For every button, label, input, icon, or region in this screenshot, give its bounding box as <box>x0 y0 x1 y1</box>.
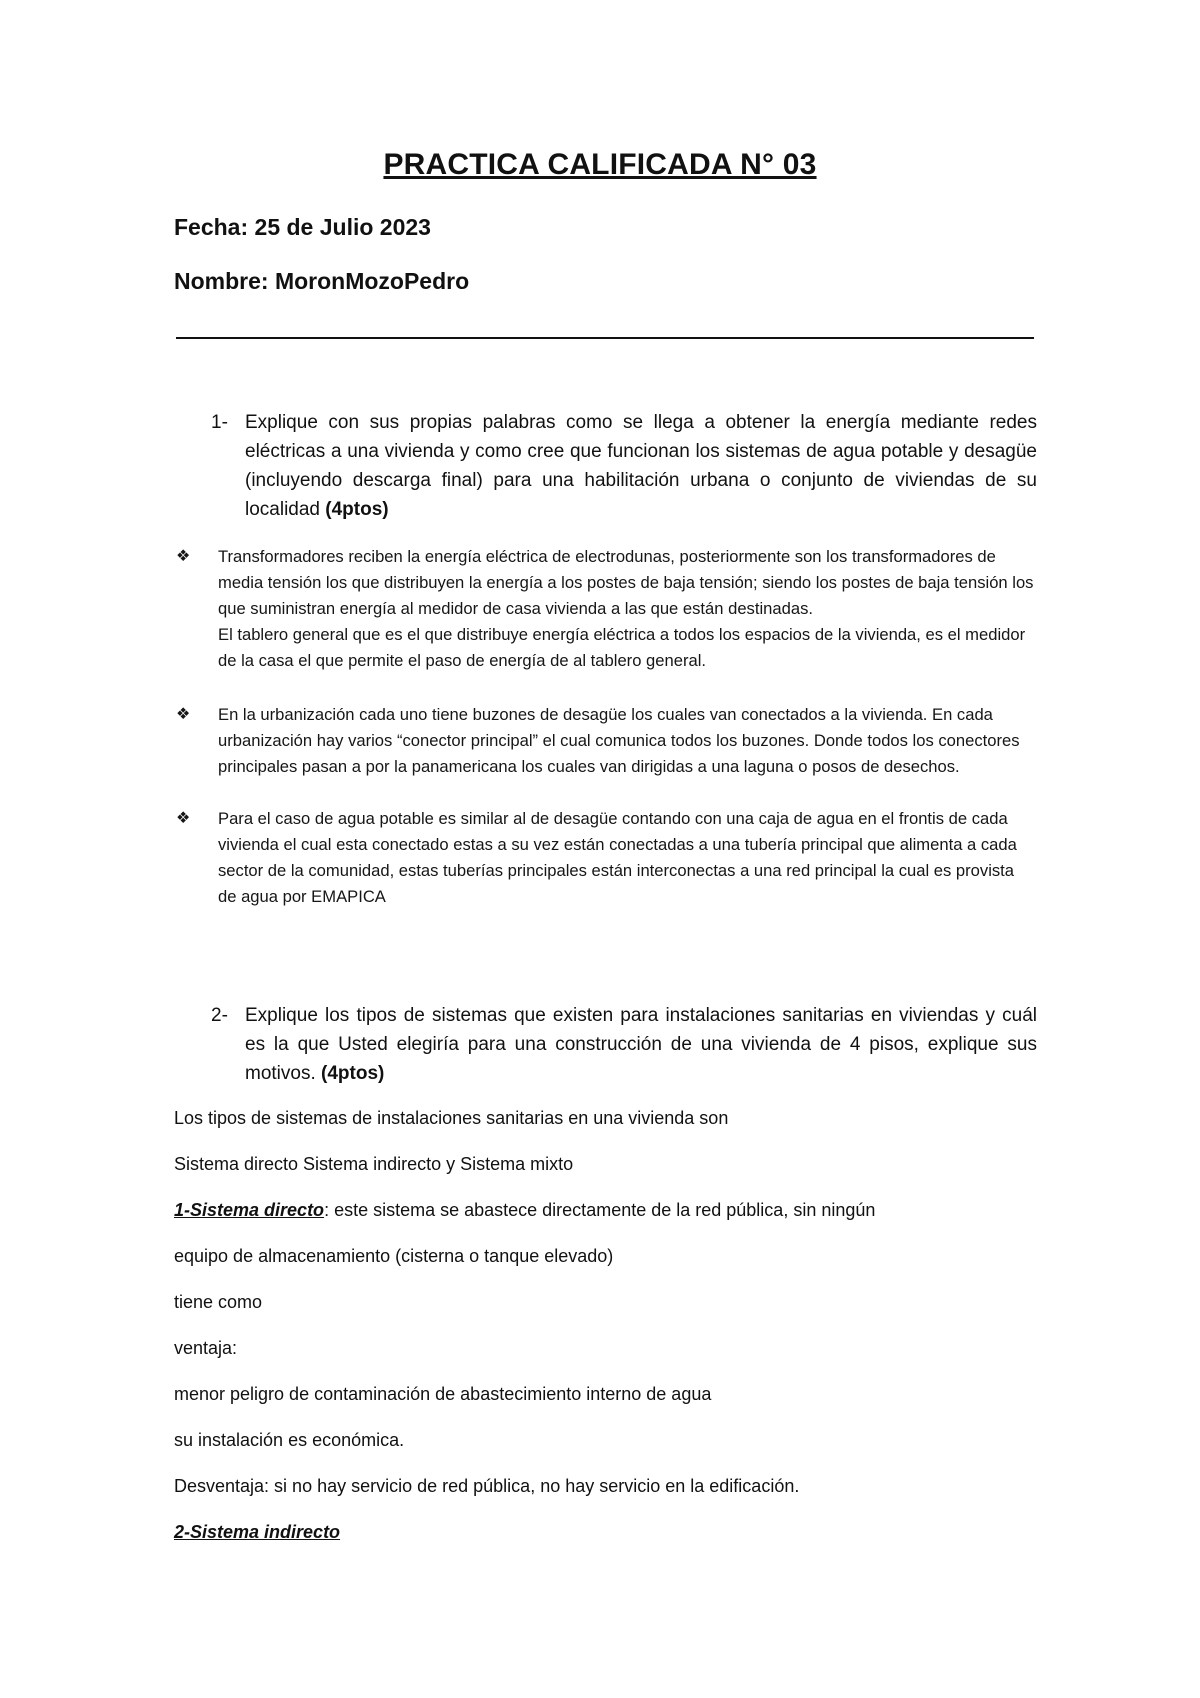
question-text: Explique con sus propias palabras como se llega a obtener la energía mediante redes eléctricas a una vivienda y como cree que funcionan los sistemas de agua potable y desagüe (incluyendo descarga final) para una habilitación urbana o conjunto de viviendas de su localidad <box>245 412 1037 520</box>
answer-paragraph: su instalación es económica. <box>174 1430 405 1450</box>
question-1 <box>211 408 1037 524</box>
answer-paragraph: ventaja: <box>174 1338 238 1358</box>
section-heading: 1-Sistema directo <box>174 1200 325 1220</box>
answer-bullet-1 <box>176 544 1036 674</box>
question-text: Explique los tipos de sistemas que existen para instalaciones sanitarias en viviendas y cuál es la que Usted elegiría para una construcción de una vivienda de 4 pisos, explique sus motivos. <box>245 1005 1037 1084</box>
answer-text: Para el caso de agua potable es similar al de desagüe contando con una caja de agua en el frontis de cada vivienda el cual esta conectado estas a su vez están conectadas a una tubería principal que alimenta a cada sector de la comunidad, estas tuberías principales están interconectas a una red principal la cual es provista de agua por EMAPICA <box>218 809 1017 906</box>
question-number: 2- <box>211 1005 228 1026</box>
answer-paragraph: Sistema directo Sistema indirecto y Sistema mixto <box>174 1154 574 1174</box>
answer-bullet-2 <box>176 702 1036 780</box>
answer-paragraph: Los tipos de sistemas de instalaciones sanitarias en una vivienda son <box>174 1108 729 1128</box>
question-2 <box>211 1001 1037 1088</box>
answer-text: En la urbanización cada uno tiene buzones de desagüe los cuales van conectados a la vivienda. En cada urbanización hay varios “conector principal” el cual comunica todos los buzones. Donde todos los conectores principales pasan a por la panamericana los cuales van dirigidas a una laguna o posos de desechos. <box>218 705 1020 776</box>
diamond-bullet-icon: ❖ <box>176 548 191 565</box>
answer-paragraph: tiene como <box>174 1292 263 1312</box>
separator-line <box>176 337 1034 339</box>
question-number: 1- <box>211 412 228 433</box>
answer-paragraph: 1-Sistema directo: este sistema se abastece directamente de la red pública, sin ningún <box>174 1200 876 1220</box>
name-field: Nombre: MoronMozoPedro <box>174 268 470 294</box>
diamond-bullet-icon: ❖ <box>176 706 191 723</box>
page-title: PRACTICA CALIFICADA N° 03 <box>383 148 817 181</box>
question-points: (4ptos) <box>321 1063 385 1084</box>
answer-text: El tablero general que es el que distribuye energía eléctrica a todos los espacios de la vivienda, es el medidor de la casa el que permite el paso de energía de al tablero general. <box>218 625 1026 670</box>
diamond-bullet-icon: ❖ <box>176 810 191 827</box>
date-field: Fecha: 25 de Julio 2023 <box>174 214 431 240</box>
section-heading: 2-Sistema indirecto <box>174 1522 341 1542</box>
answer-paragraph: equipo de almacenamiento (cisterna o tanque elevado) <box>174 1246 614 1266</box>
answer-text: Transformadores reciben la energía eléctrica de electrodunas, posteriormente son los transformadores de media tensión los que distribuyen la energía a los postes de baja tensión; siendo los postes de baja tensión los que suministran energía al medidor de casa vivienda a las que están destinadas. <box>218 547 1034 618</box>
answer-bullet-3 <box>176 806 1036 910</box>
question-points: (4ptos) <box>325 499 389 520</box>
answer-paragraph: menor peligro de contaminación de abastecimiento interno de agua <box>174 1384 712 1404</box>
answer-paragraph <box>174 1520 1054 1544</box>
answer-paragraph: Desventaja: si no hay servicio de red pública, no hay servicio en la edificación. <box>174 1476 800 1496</box>
